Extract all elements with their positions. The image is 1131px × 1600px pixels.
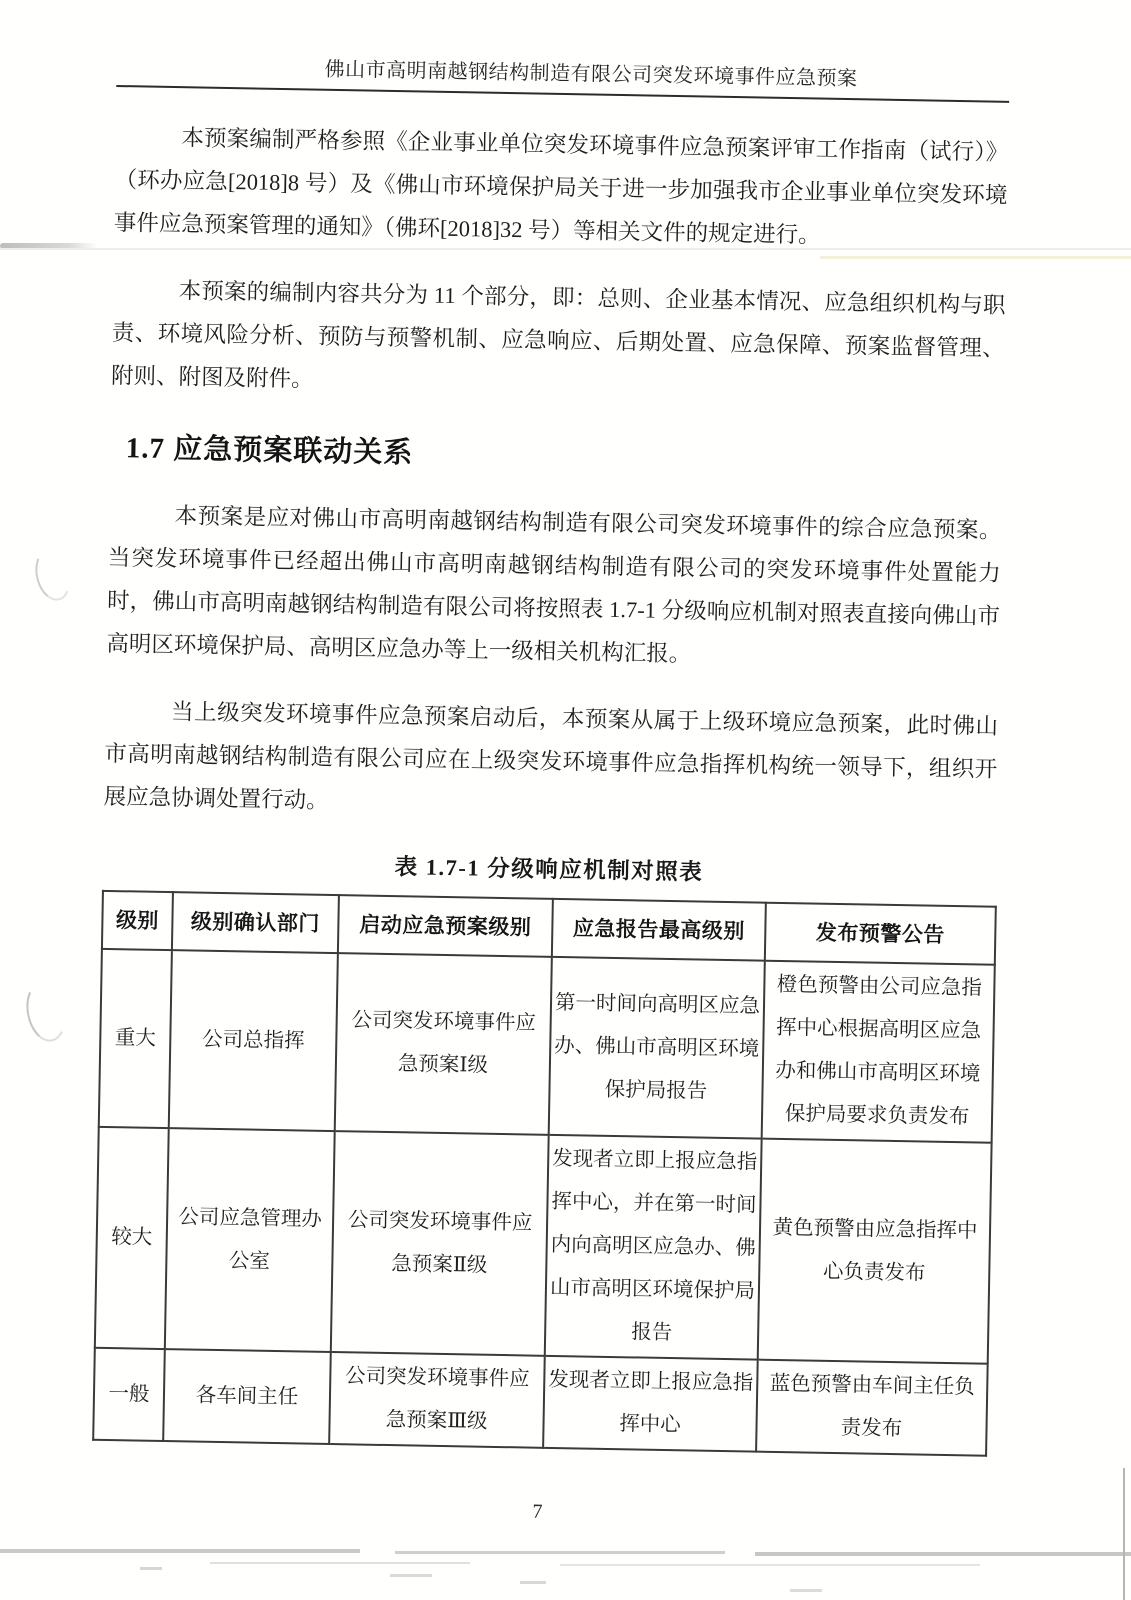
table-cell: 发现者立即上报应急指挥中心 xyxy=(543,1356,758,1452)
scan-streak xyxy=(755,1552,1131,1556)
section-heading: 1.7 应急预案联动关系 xyxy=(125,432,414,470)
table-cell: 第一时间向高明区应急办、佛山市高明区环境保护局报告 xyxy=(549,957,765,1139)
scan-edge-line xyxy=(1123,1468,1125,1600)
table-row-major xyxy=(99,949,995,1143)
table-header-report-level: 应急报告最高级别 xyxy=(552,899,766,961)
table-caption: 表 1.7-1 分级响应机制对照表 xyxy=(394,854,704,885)
scan-streak xyxy=(0,1549,360,1553)
response-mechanism-table xyxy=(92,890,997,1457)
running-header xyxy=(116,49,1010,103)
section-paragraph-1: 本预案是应对佛山市高明南越钢结构制造有限公司突发环境事件的综合应急预案。当突发环境事件已经超出佛山市高明南越钢结构制造有限公司的突发环境事件处置能力时，佛山市高明南越钢结构制造有限公司将按照表 1.7-1 分级响应机制对照表直接向佛山市高明区环境保护局、高明区应急办等上一级相关机构汇报。 xyxy=(106,503,1002,667)
scan-arc-mark xyxy=(30,546,76,605)
table-cell: 公司突发环境事件应急预案Ⅱ级 xyxy=(331,1131,549,1356)
table-cell: 公司总指挥 xyxy=(169,950,338,1131)
scan-arc-mark xyxy=(21,979,71,1046)
table-cell: 发现者立即上报应急指挥中心，并在第一时间内向高明区应急办、佛山市高明区环境保护局报告 xyxy=(545,1135,762,1360)
intro-paragraph-2: 本预案的编制内容共分为 11 个部分，即：总则、企业基本情况、应急组织机构与职责、环境风险分析、预防与预警机制、应急响应、后期处置、应急保障、预案监督管理、附则、附图及附件。 xyxy=(110,278,1006,392)
scan-speck xyxy=(790,1589,822,1592)
intro-paragraph-1: 本预案编制严格参照《企业事业单位突发环境事件应急预案评审工作指南（试行）》（环办应急[2018]8 号）及《佛山市环境保护局关于进一步加强我市企业事业单位突发环境事件应急预案管理的通知》（佛环[2018]32 号）等相关文件的规定进行。 xyxy=(113,125,1009,248)
scan-streak xyxy=(560,1564,980,1566)
table-header-warning-release: 发布预警公告 xyxy=(765,903,996,965)
table-cell: 公司突发环境事件应急预案Ⅰ级 xyxy=(335,953,552,1135)
page-number: 7 xyxy=(532,1500,543,1523)
table-cell: 公司突发环境事件应急预案Ⅲ级 xyxy=(329,1352,545,1448)
page-content xyxy=(91,46,1010,1532)
table-header-confirm-dept: 级别确认部门 xyxy=(172,892,339,953)
table-cell: 一般 xyxy=(93,1348,165,1441)
scan-speck xyxy=(520,1581,546,1584)
scan-speck xyxy=(140,1567,162,1570)
scan-speck xyxy=(390,1574,432,1577)
table-cell: 橙色预警由公司应急指挥中心根据高明区应急办和佛山市高明区环境保护局要求负责发布 xyxy=(762,961,995,1143)
table-row-larger xyxy=(95,1127,992,1364)
table-cell: 重大 xyxy=(99,949,172,1128)
table-cell: 公司应急管理办公室 xyxy=(165,1128,335,1352)
table-header-level: 级别 xyxy=(102,891,173,950)
table-cell: 蓝色预警由车间主任负责发布 xyxy=(756,1360,988,1456)
section-paragraph-2: 当上级突发环境事件应急预案启动后，本预案从属于上级环境应急预案，此时佛山市高明南越钢结构制造有限公司应在上级突发环境事件应急指挥机构统一领导下，组织开展应急协调处置行动。 xyxy=(103,699,999,813)
table-cell: 较大 xyxy=(95,1127,169,1349)
scan-streak xyxy=(395,1551,725,1554)
table-header-plan-level: 启动应急预案级别 xyxy=(338,895,553,957)
table-cell: 各车间主任 xyxy=(163,1349,331,1444)
table-row-general xyxy=(93,1348,987,1456)
scan-streak xyxy=(210,1562,470,1564)
table-cell: 黄色预警由应急指挥中心负责发布 xyxy=(758,1139,992,1364)
running-header-title: 佛山市高明南越钢结构制造有限公司突发环境事件应急预案 xyxy=(324,58,858,91)
scan-streak xyxy=(0,243,98,249)
